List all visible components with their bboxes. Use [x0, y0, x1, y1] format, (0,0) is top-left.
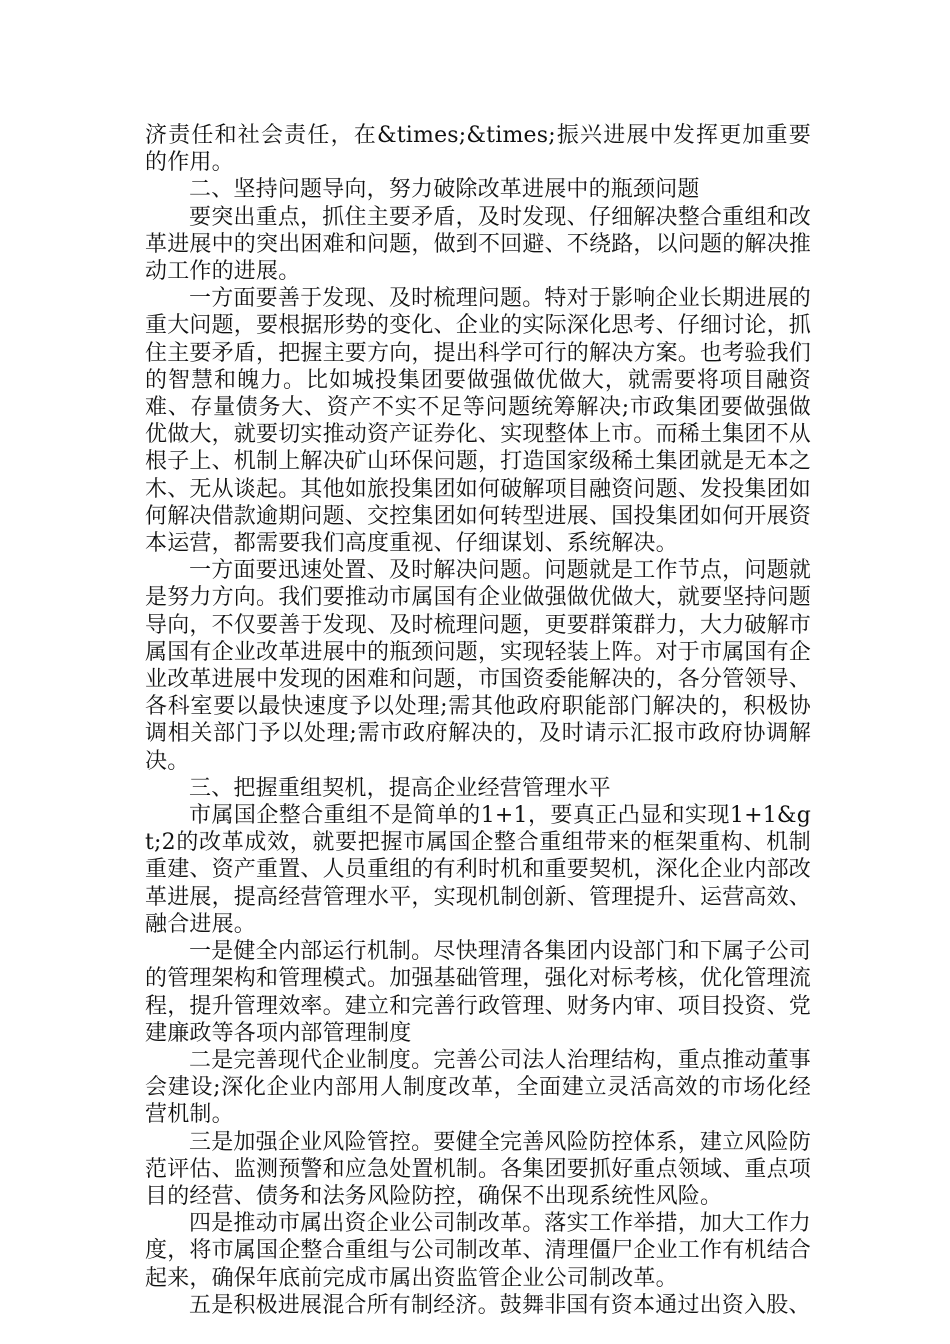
paragraph: 四是推动市属出资企业公司制改革。落实工作举措，加大工作力度，将市属国企整合重组与公司制改革、清理僵尸企业工作有机结合起来，确保年底前完成市属出资监管企业公司制改革。	[145, 1211, 812, 1291]
paragraph-continued: 济责任和社会责任，在&times;&times;振兴进展中发挥更加重要的作用。	[145, 123, 811, 176]
paragraph: 一方面要善于发现、及时梳理问题。特对于影响企业长期进展的重大问题，要根据形势的变化、企业的实际深化思考、仔细讨论，抓住主要矛盾，把握主要方向，提出科学可行的解决方案。也考验我们的智慧和魄力。比如城投集团要做强做优做大，就需要将项目融资难、存量债务大、资产不实不足等问题统筹解决;市政集团要做强做优做大，就要切实推动资产证券化、实现整体上市。而稀土集团不从根子上、机制上解决矿山环保问题，打造国家级稀土集团就是无本之木、无从谈起。其他如旅投集团如何破解项目融资问题、发投集团如何解决借款逾期问题、交控集团如何转型进展、国投集团如何开展资本运营，都需要我们高度重视、仔细谋划、系统解决。	[145, 286, 812, 557]
paragraph: 要突出重点，抓住主要矛盾，及时发现、仔细解决整合重组和改革进展中的突出困难和问题，做到不回避、不绕路，以问题的解决推动工作的进展。	[145, 204, 812, 285]
section-heading-3: 三、把握重组契机，提高企业经营管理水平	[189, 775, 611, 801]
paragraph: 市属国企整合重组不是简单的1+1，要真正凸显和实现1+1&gt;2的改革成效，就要把握市属国企整合重组带来的框架重构、机制重建、资产重置、人员重组的有利时机和重要契机，深化企业内部改革进展，提高经营管理水平，实现机制创新、管理提升、运营高效、融合进展。	[145, 803, 812, 937]
paragraph: 一方面要迅速处置、及时解决问题。问题就是工作节点，问题就是努力方向。我们要推动市属国有企业做强做优做大，就要坚持问题导向，不仅要善于发现、及时梳理问题，更要群策群力，大力破解市属国有企业改革进展中的瓶颈问题，实现轻装上阵。对于市属国有企业改革进展中发现的困难和问题，市国资委能解决的，各分管领导、各科室要以最快速度予以处理;需其他政府职能部门解决的，积极协调相关部门予以处理;需市政府解决的，及时请示汇报市政府协调解决。	[145, 558, 812, 774]
paragraph: 二是完善现代企业制度。完善公司法人治理结构，重点推动董事会建设;深化企业内部用人制度改革，全面建立灵活高效的市场化经营机制。	[145, 1047, 811, 1128]
document-body	[145, 122, 811, 1319]
paragraph: 三是加强企业风险管控。要健全完善风险防控体系，建立风险防范评估、监测预警和应急处置机制。各集团要抓好重点领域、重点项目的经营、债务和法务风险防控，确保不出现系统性风险。	[145, 1129, 812, 1209]
paragraph: 五是积极进展混合所有制经济。鼓舞非国有资本通过出资入股、	[189, 1292, 811, 1318]
section-heading-2: 二、坚持问题导向，努力破除改革进展中的瓶颈问题	[189, 177, 700, 203]
paragraph: 一是健全内部运行机制。尽快理清各集团内设部门和下属子公司的管理架构和管理模式。加强基础管理，强化对标考核，优化管理流程，提升管理效率。建立和完善行政管理、财务内审、项目投资、党建廉政等各项内部管理制度	[145, 939, 812, 1046]
